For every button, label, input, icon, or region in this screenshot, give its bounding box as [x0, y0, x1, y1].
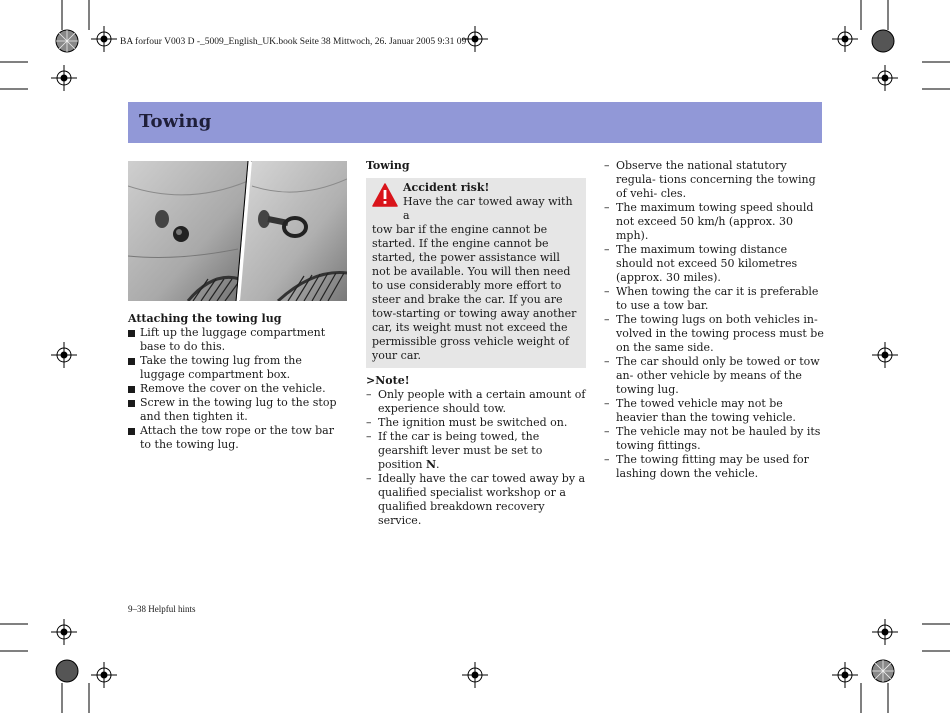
list-item: Screw in the towing lug to the stop and then tighten it. — [128, 396, 348, 424]
warning-triangle-icon — [372, 183, 398, 207]
column-instructions — [128, 312, 348, 452]
print-header: BA forfour V003 D -_5009_English_UK.book Seite 38 Mittwoch, 26. Januar 2005 9:31 09 — [120, 37, 467, 47]
list-item: – The towed vehicle may not be heavier than the towing vehicle. — [604, 397, 824, 425]
column-towing — [366, 159, 586, 528]
list-item: – Observe the national statutory regula- tions concerning the towing of vehi- cles. — [604, 159, 824, 201]
warning-text — [372, 195, 581, 363]
note-list — [366, 388, 586, 528]
section-title-bar — [128, 102, 822, 143]
gearshift-note-text: If the car is being towed, the gearshift lever must be set to position — [378, 430, 543, 471]
list-item: Remove the cover on the vehicle. — [128, 382, 348, 396]
list-item — [366, 430, 586, 472]
note-heading: >Note! — [366, 374, 410, 387]
list-item: – The towing fitting may be used for lashing down the vehicle. — [604, 453, 824, 481]
list-item: – The vehicle may not be hauled by its towing fittings. — [604, 425, 824, 453]
list-item: – Only people with a certain amount of experience should tow. — [366, 388, 586, 416]
list-item: – The maximum towing distance should not exceed 50 kilometres (approx. 30 miles). — [604, 243, 824, 285]
towing-lug-photo — [128, 161, 347, 301]
section-title: Towing — [139, 111, 212, 132]
towing-rules-list — [604, 159, 824, 481]
instruction-list — [128, 326, 348, 452]
list-item: Attach the tow rope or the tow bar to the towing lug. — [128, 424, 348, 452]
list-item: – The towing lugs on both vehicles in- volved in the towing process must be on the same side. — [604, 313, 824, 355]
list-item: – The maximum towing speed should not exceed 50 km/h (approx. 30 mph). — [604, 201, 824, 243]
warning-text-rest: tow bar if the engine cannot be started. If the engine cannot be started, the power assistance will not be available. You will then need to use considerably more effort to steer and brake the car. If you are tow-starting or towing away another car, its weight must not exceed the permissible gross vehicle weight of your car. — [372, 223, 577, 362]
gear-position: N — [425, 458, 437, 471]
list-item: Lift up the luggage compartment base to do this. — [128, 326, 348, 354]
list-item: – When towing the car it is preferable to use a tow bar. — [604, 285, 824, 313]
warning-text-line: Have the car towed away with a — [403, 195, 573, 222]
list-item: – The car should only be towed or tow an- other vehicle by means of the towing lug. — [604, 355, 824, 397]
period: . — [436, 458, 440, 471]
page-footer: 9–38 Helpful hints — [128, 604, 196, 614]
warning-title: Accident risk! — [403, 181, 490, 194]
instructions-heading: Attaching the towing lug — [128, 312, 282, 325]
warning-box — [366, 178, 586, 368]
list-item: – The ignition must be switched on. — [366, 416, 586, 430]
towing-heading: Towing — [366, 159, 410, 172]
list-item: Take the towing lug from the luggage compartment box. — [128, 354, 348, 382]
column-towing-rules — [604, 159, 824, 481]
list-item: – Ideally have the car towed away by a qualified specialist workshop or a qualified breakdown recovery service. — [366, 472, 586, 528]
